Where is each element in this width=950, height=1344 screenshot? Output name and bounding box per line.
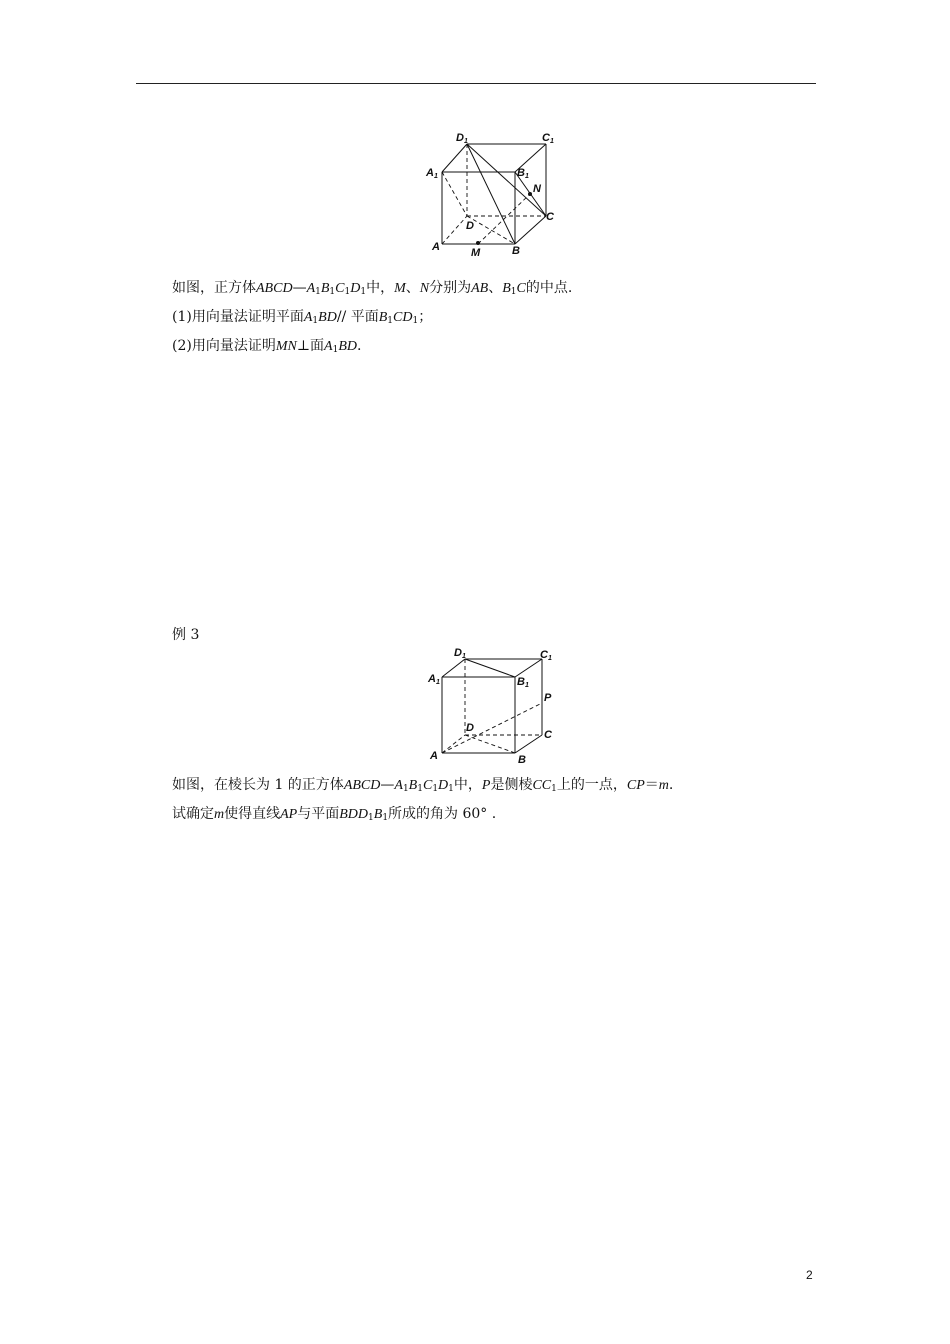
example-3-text [172, 773, 673, 831]
label-d1-b: D1 [454, 647, 466, 660]
label-m: M [471, 247, 481, 259]
label-b1-b: B1 [517, 676, 529, 689]
label-c-b: C [544, 729, 552, 741]
label-d-b: D [466, 722, 474, 734]
label-a-b: A [430, 750, 438, 762]
cube-figure-1 [420, 126, 570, 261]
problem-2-part-2: (2)用向量法证明MN⊥面A1BD. [172, 338, 362, 355]
example-3-line-1: 如图，在棱长为 1 的正方体ABCD—A1B1C1D1中，P是侧棱CC1上的一点，CP＝m. [172, 777, 674, 794]
problem-2-part-1: (1)用向量法证明平面A1BD// 平面B1CD1； [172, 309, 433, 326]
problem-2-text [172, 276, 572, 363]
label-d1: D1 [456, 132, 468, 145]
label-b: B [512, 245, 520, 257]
label-p: P [544, 692, 552, 704]
cube-figure-2 [420, 645, 570, 765]
label-a1: A1 [426, 167, 438, 180]
example-3-line-2: 试确定m使得直线AP与平面BDD1B1所成的角为 60° . [172, 806, 497, 823]
label-a: A [432, 241, 440, 253]
label-c: C [546, 211, 554, 223]
label-b1: B1 [517, 167, 529, 180]
label-n: N [533, 183, 541, 195]
label-c1: C1 [542, 132, 554, 145]
problem-2-intro: 如图，正方体ABCD—A1B1C1D1中，M、N分别为AB、B1C的中点. [172, 280, 573, 297]
header-rule [136, 83, 816, 84]
label-b-b: B [518, 754, 526, 765]
example-3-title: 例 3 [172, 627, 200, 643]
label-c1-b: C1 [540, 649, 552, 662]
label-d: D [466, 220, 474, 232]
label-a1-b: A1 [428, 673, 440, 686]
page-number: 2 [806, 1268, 813, 1282]
